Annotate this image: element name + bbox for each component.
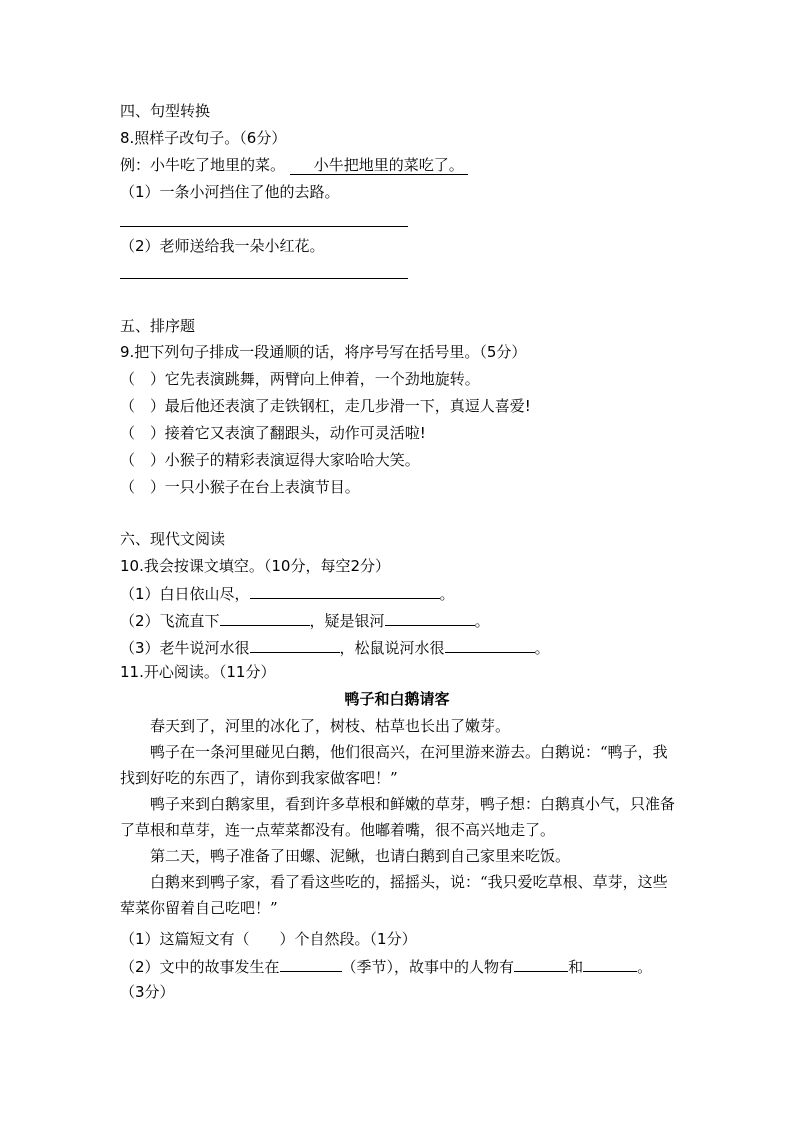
- fill-blank[interactable]: [250, 583, 440, 599]
- sort-paren[interactable]: （ ）: [120, 478, 166, 496]
- fill-text: 。: [534, 639, 550, 657]
- fill-line-1: [120, 583, 455, 604]
- sort-item: [120, 396, 531, 416]
- fill-text: （季节），故事中的人物有: [341, 958, 515, 976]
- story-paragraph: 春天到了，河里的冰化了，树枝、枯草也长出了嫩芽。: [150, 717, 511, 735]
- sort-item: [120, 450, 420, 470]
- sort-paren[interactable]: （ ）: [120, 451, 166, 469]
- sub-question-2-score: （3分）: [120, 983, 175, 1001]
- example-answer: 小牛把地里的菜吃了。: [290, 156, 468, 175]
- fill-blank[interactable]: [385, 610, 475, 626]
- sub-question-2: [120, 956, 652, 977]
- fill-text: （1）白日依山尽，: [120, 585, 250, 603]
- sort-item: [120, 369, 480, 389]
- example-line: [120, 155, 468, 175]
- sort-sentence: 接着它又表演了翻跟头，动作可灵活啦!: [164, 424, 426, 442]
- sort-item: [120, 477, 360, 497]
- fill-line-2: [120, 610, 490, 631]
- sort-sentence: 一只小猴子在台上表演节目。: [164, 478, 360, 496]
- sub-question-1: （1）这篇短文有（ ）个自然段。（1分）: [120, 930, 417, 948]
- sort-sentence: 小猴子的精彩表演逗得大家哈哈大笑。: [164, 451, 420, 469]
- question-8: 8.照样子改句子。（6分）: [120, 129, 287, 147]
- sort-sentence: 最后他还表演了走铁钢杠，走几步滑一下，真逗人喜爱!: [164, 397, 531, 415]
- section5-heading: 五、排序题: [120, 317, 196, 335]
- answer-line-1[interactable]: [120, 226, 408, 227]
- sort-sentence: 它先表演跳舞，两臂向上伸着，一个劲地旋转。: [164, 370, 480, 388]
- fill-text: （3）老牛说河水很: [120, 639, 250, 657]
- fill-text: 。: [439, 585, 455, 603]
- story-paragraph: 白鹅来到鸭子家，看了看这些吃的，摇摇头，说：“我只爱吃草根、草芽，这些荤菜你留着自己吃吧！”: [120, 873, 668, 917]
- question-11: 11.开心阅读。（11分）: [120, 663, 276, 681]
- section4-heading: 四、句型转换: [120, 102, 211, 120]
- fill-text: 和: [568, 958, 584, 976]
- fill-blank[interactable]: [220, 610, 310, 626]
- question-10: 10.我会按课文填空。（10分，每空2分）: [120, 557, 390, 575]
- fill-text: ，疑是银河: [309, 612, 385, 630]
- fill-blank[interactable]: [583, 956, 637, 972]
- sort-paren[interactable]: （ ）: [120, 370, 166, 388]
- fill-text: （2）文中的故事发生在: [120, 958, 280, 976]
- fill-text: ，松鼠说河水很: [339, 639, 445, 657]
- answer-line-2[interactable]: [120, 278, 408, 279]
- fill-blank[interactable]: [280, 956, 342, 972]
- item-1: （1）一条小河挡住了他的去路。: [120, 183, 340, 201]
- story-paragraph: 鸭子在一条河里碰见白鹅，他们很高兴，在河里游来游去。白鹅说：“鸭子，我找到好吃的东西了，请你到我家做客吧！”: [120, 743, 668, 787]
- fill-text: （2）飞流直下: [120, 612, 220, 630]
- question-9: 9.把下列句子排成一段通顺的话，将序号写在括号里。（5分）: [120, 343, 527, 361]
- story-title: 鸭子和白鹅请客: [344, 690, 450, 708]
- sort-paren[interactable]: （ ）: [120, 397, 166, 415]
- section6-heading: 六、现代文阅读: [120, 530, 226, 548]
- fill-text: 。: [637, 958, 653, 976]
- sort-item: [120, 423, 426, 443]
- story-paragraph: 第二天，鸭子准备了田螺、泥鳅，也请白鹅到自己家里来吃饭。: [150, 847, 571, 865]
- fill-blank[interactable]: [250, 637, 340, 653]
- fill-line-3: [120, 637, 550, 658]
- item-2: （2）老师送给我一朵小红花。: [120, 237, 325, 255]
- story-paragraph: 鸭子来到白鹅家里，看到许多草根和鲜嫩的草芽，鸭子想：白鹅真小气，只准备了草根和草芽，连一点荤菜都没有。他嘟着嘴，很不高兴地走了。: [120, 795, 676, 839]
- fill-blank[interactable]: [514, 956, 568, 972]
- fill-text: 。: [474, 612, 490, 630]
- fill-blank[interactable]: [445, 637, 535, 653]
- example-label: 例：小牛吃了地里的菜。: [120, 156, 286, 174]
- sort-paren[interactable]: （ ）: [120, 424, 166, 442]
